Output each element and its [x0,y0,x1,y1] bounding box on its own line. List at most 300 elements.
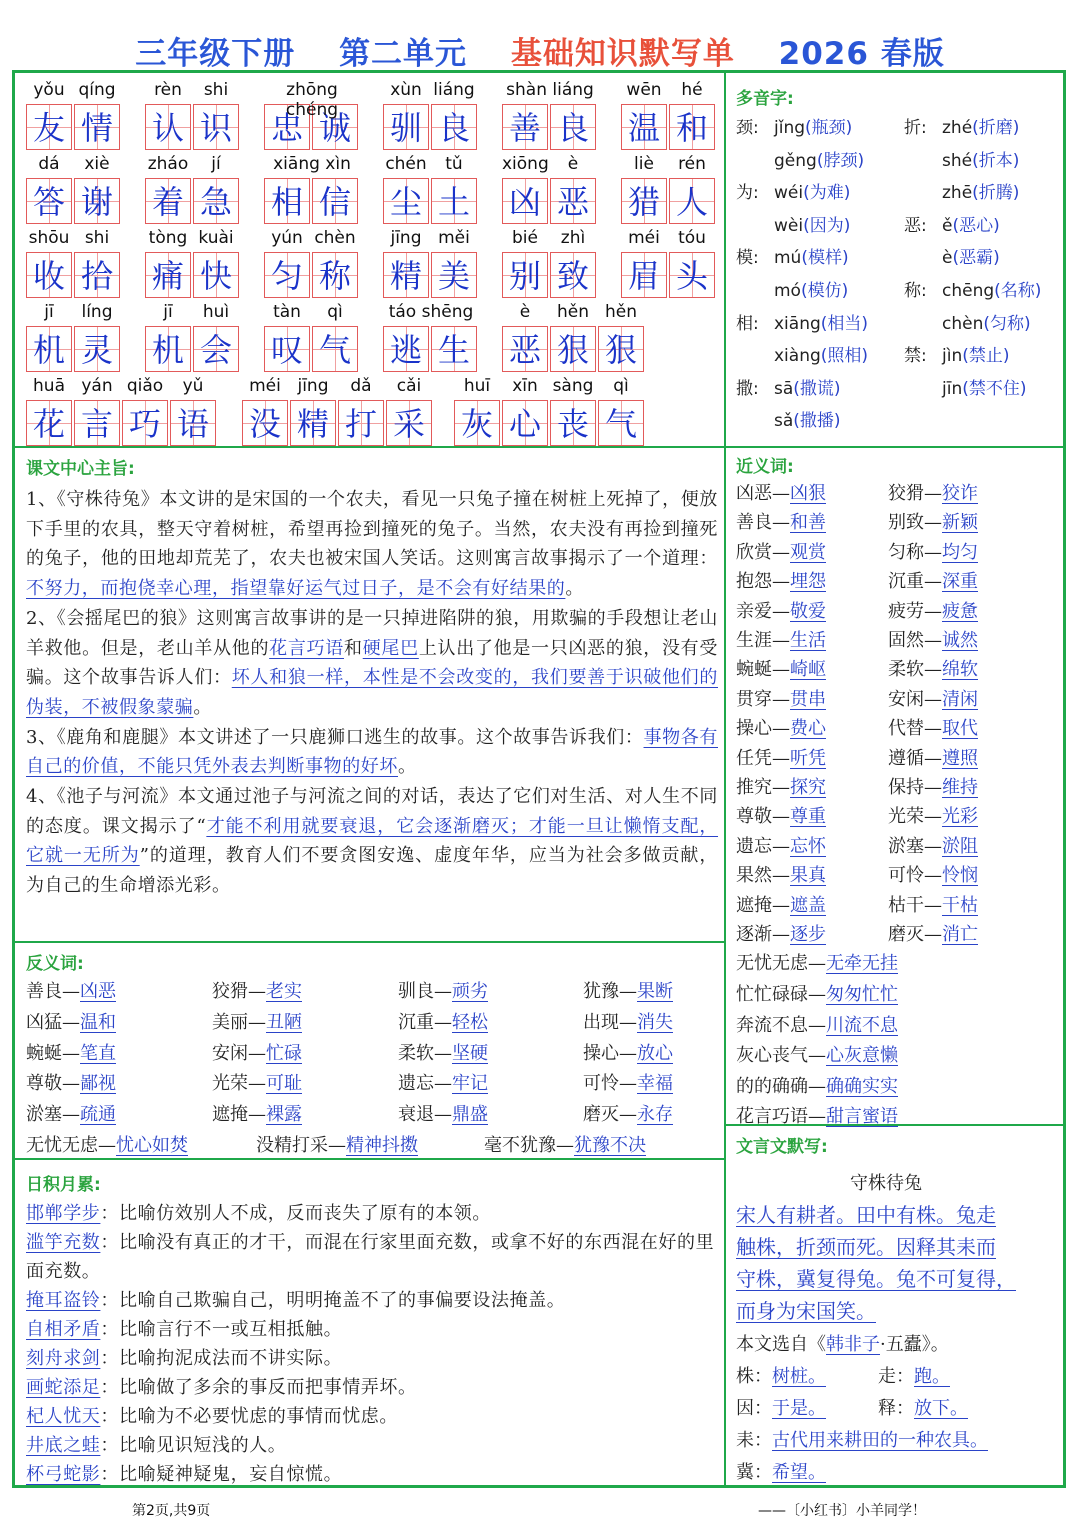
word-pinyin: huā [33,376,65,396]
synonym-answer: 生活 [790,630,826,651]
word-char-cell [26,104,72,150]
theme-section [26,454,718,940]
glossary-meaning: 于是。 [772,1398,826,1419]
word-char-cell [386,400,432,446]
classical-line-text: 触株，折颈而死。因释其耒而 [736,1235,996,1259]
synonym-answer: 均匀 [942,541,978,563]
synonym-pair [736,1102,898,1132]
synonym-pair [736,1041,898,1071]
synonym-pair [736,538,826,568]
glossary-entry [736,1393,878,1425]
glossary-entry [736,1361,878,1393]
classical-glossary [736,1361,1061,1489]
polyphonic-pinyin: chēng [942,280,995,301]
synonym-answer: 观赏 [790,541,826,563]
word-char: 气 [318,331,351,369]
antonym-word: 犹豫— [583,981,637,1002]
idiom-title: 日积月累: [26,1175,101,1195]
synonym-answer: 心灰意懒 [826,1045,898,1067]
synonym-pair [736,1011,898,1041]
word-char: 快 [199,257,232,295]
polyphonic-char: 禁: [904,346,927,367]
idiom-meaning: ：比喻言行不一或互相抵触。 [100,1319,343,1340]
polyphonic-char: 模: [736,248,759,269]
word-pinyin: líng [81,302,113,322]
word-char-cell [502,178,548,224]
theme-key-point: 事物各有自己的价值，不能只凭外表去判断事物的好坏 [26,726,718,778]
theme-paragraph [26,782,718,901]
theme-paragraph [26,723,718,782]
antonym-pair [26,1131,188,1161]
polyphonic-char: 折: [904,118,927,138]
idiom-meaning: ：比喻见识短浅的人。 [100,1435,287,1456]
word-char-cell [26,326,72,372]
glossary-term: 因： [736,1398,772,1419]
synonym-pair [888,920,978,950]
polyphonic-example: (恶霸) [952,248,1000,269]
word-char-cell [383,178,429,224]
word-pinyin: zhōng chéng [285,80,339,120]
antonym-answer: 鄙视 [80,1073,116,1095]
word-char-cell [550,252,596,298]
word-char: 友 [32,109,65,147]
word-char: 认 [151,109,184,147]
synonym-pair [736,802,826,832]
glossary-meaning: 跑。 [914,1366,950,1387]
synonym-pair [736,1072,898,1102]
synonym-answer: 无牵无挂 [826,953,898,975]
polyphonic-example: (照相) [820,346,869,367]
classical-section [736,1132,1061,1486]
idiom-word: 掩耳盗铃 [26,1290,101,1311]
word-pinyin: jí [211,154,221,174]
polyphonic-pinyin: mó [774,280,801,301]
idiom-entry [26,1460,718,1489]
antonym-answer: 老实 [266,981,302,1002]
idiom-meaning: ：比喻做了多余的事反而把事情弄坏。 [100,1377,417,1398]
synonym-word: 忙忙碌碌— [736,984,826,1005]
antonym-pair [212,1039,302,1069]
word-char-cell [598,400,644,446]
polyphonic-entry [736,210,906,243]
word-char: 猎 [627,183,660,221]
theme-text: 1、《守株待兔》本文讲的是宋国的一个农夫，看见一只兔子撞在树桩上死掉了，便放下手里的农具，整天守着树桩，希望再捡到撞死的兔子。当然，农夫没有再捡到撞死的兔子，他的田地却荒芜了，农夫也被宋国人笑话。这则寓言故事揭示了一个道理： [26,489,718,570]
classical-text [736,1199,1061,1327]
word-char-cell [122,400,168,446]
polyphonic-example: (脖颈) [816,150,865,171]
theme-key-point: 不努力，而抱侥幸心理，指望靠好运气过日子，是不会有好结果的 [26,578,566,600]
word-char-cell [193,326,239,372]
synonym-word: 蜿蜒— [736,659,790,681]
synonym-answer: 贯串 [790,688,826,710]
synonym-pair [888,891,978,921]
antonym-pair [583,1100,673,1130]
classical-source: 本文选自《韩非子·五蠹》。 [736,1334,949,1355]
antonym-pair [484,1131,646,1161]
polyphonic-example: (撒谎) [793,378,841,399]
synonym-word: 奔流不息— [736,1014,826,1036]
synonym-answer: 光彩 [942,806,978,828]
synonym-answer: 维持 [942,777,978,798]
synonym-word: 沉重— [888,571,942,593]
polyphonic-pinyin: wéi [774,183,804,204]
polyphonic-char: 称: [904,280,927,301]
polyphonic-example: (为难) [803,183,851,204]
synonym-word: 善良— [736,512,790,534]
word-char-cell [312,326,358,372]
glossary-term: 走： [878,1366,914,1387]
theme-title: 课文中心主旨: [26,459,135,479]
word-char: 机 [32,331,65,369]
synonym-word: 逐渐— [736,924,790,945]
word-char: 谢 [80,183,113,221]
synonym-pair [888,479,978,509]
word-char: 良 [437,109,470,147]
polyphonic-example: (折本) [972,150,1020,171]
word-pinyin: méi [628,228,660,248]
glossary-meaning: 希望。 [772,1462,826,1483]
polyphonic-pinyin: xiàng [774,346,821,367]
synonym-word: 柔软— [888,659,942,681]
word-pinyin: xiè [84,154,110,174]
synonym-word: 遗忘— [736,835,790,857]
word-char-cell [264,252,310,298]
synonym-word: 遮掩— [736,894,790,916]
synonym-pair [736,597,826,627]
word-char: 急 [199,183,232,221]
antonym-word: 美丽— [212,1011,266,1033]
synonym-answer: 匆匆忙忙 [826,984,898,1005]
antonym-answer: 丑陋 [266,1011,302,1033]
word-char-cell [264,178,310,224]
antonym-pair [398,977,488,1007]
idiom-body [26,1199,718,1489]
idiom-entry [26,1431,718,1460]
classical-source-book: 韩非子 [826,1334,880,1355]
word-pinyin: tóu [678,228,706,248]
synonym-word: 操心— [736,718,790,740]
idiom-entry [26,1315,718,1344]
antonym-title: 反义词: [26,954,84,974]
antonym-answer: 放心 [637,1042,673,1064]
divider-theme-bottom [14,941,725,943]
classical-title: 文言文默写: [736,1137,828,1157]
classical-line [736,1295,1061,1327]
synonym-word: 磨灭— [888,924,942,945]
word-char: 语 [176,405,209,443]
word-char-cell [74,178,120,224]
word-char: 称 [318,257,351,295]
polyphonic-entry [904,177,1064,210]
polyphonic-entry [736,112,906,145]
polyphonic-entry [904,373,1064,406]
synonym-answer: 忘怀 [790,835,826,857]
synonym-pair [736,508,826,538]
synonym-pair [888,832,978,862]
idiom-entry [26,1373,718,1402]
word-char: 头 [675,257,708,295]
word-char-cell [290,400,336,446]
word-char: 善 [508,109,541,147]
idiom-meaning: ：比喻疑神疑鬼，妄自惊慌。 [100,1464,343,1485]
synonym-answer: 确确实实 [826,1075,898,1097]
antonym-word: 柔软— [398,1042,452,1064]
polyphonic-char [904,308,942,341]
theme-text: 3、《鹿角和鹿腿》本文讲述了一只鹿狮口逃生的故事。这个故事告诉我们： [26,726,644,748]
word-pinyin: jīng [297,376,329,396]
word-char: 眉 [627,257,660,295]
antonym-pair [212,1100,302,1130]
polyphonic-right [904,112,1064,405]
polyphonic-example: (名称) [994,280,1042,301]
antonym-pair [398,1039,488,1069]
antonym-section [26,949,718,1157]
theme-key-point: 硬尾巴 [362,637,419,659]
word-char: 识 [199,109,232,147]
word-pinyin: yán [81,376,113,396]
antonym-pair [26,1008,116,1038]
synonym-answer: 淤阻 [942,835,978,857]
polyphonic-example: (相当) [820,313,869,334]
polyphonic-char [736,340,774,373]
word-char-cell [502,400,548,446]
antonym-answer: 疏通 [80,1104,116,1126]
synonym-word: 枯干— [888,894,942,916]
antonym-pair [583,1039,673,1069]
word-pinyin: tòng [148,228,188,248]
synonym-answer: 新颖 [942,512,978,534]
word-pinyin: huī [463,376,491,396]
synonym-pair [736,714,826,744]
word-pinyin: dǎ [350,376,372,396]
polyphonic-entry [736,340,906,373]
theme-paragraph [26,604,718,723]
polyphonic-entry [736,308,906,341]
antonym-word: 驯良— [398,981,452,1002]
polyphonic-example: (匀称) [983,313,1031,334]
antonym-word: 遮掩— [212,1104,266,1126]
polyphonic-char: 颈: [736,118,759,138]
synonym-answer: 诚然 [942,630,978,651]
word-pinyin: méi [249,376,281,396]
glossary-entry [878,1366,950,1387]
word-char: 别 [508,257,541,295]
polyphonic-pinyin: gěng [774,150,817,171]
antonym-answer: 可耻 [266,1073,302,1095]
word-char: 美 [437,257,470,295]
synonym-word: 可怜— [888,865,942,887]
word-pinyin: qiǎo [126,376,164,396]
word-char: 精 [389,257,422,295]
word-pinyin: liè [634,154,654,174]
classical-line [736,1263,1061,1295]
word-char-cell [338,400,384,446]
classical-line-text: 宋人有耕者。田中有株。兔走 [736,1203,996,1227]
antonym-pair [26,1069,116,1099]
word-char: 致 [556,257,589,295]
word-pinyin: hěn [604,302,637,322]
word-char: 花 [32,405,65,443]
word-pinyin: è [519,302,531,322]
polyphonic-entry [736,373,906,406]
theme-paragraph [26,485,718,604]
divider-vertical [724,72,726,1486]
idiom-meaning: ：比喻拘泥成法而不讲实际。 [100,1348,343,1369]
synonym-pair [888,685,978,715]
polyphonic-entry [904,242,1064,275]
polyphonic-pinyin: jìn [942,346,963,367]
word-pinyin: jī [163,302,173,322]
word-char-cell [26,400,72,446]
synonym-answer: 甜言蜜语 [826,1106,898,1128]
word-char: 灰 [460,405,493,443]
glossary-row [736,1457,1061,1489]
synonym-word: 推究— [736,777,790,798]
theme-text: 2、《会摇尾巴的狼》这则寓言故事讲的是一只掉进陷阱的狼，用欺骗的手段想让老山羊救他。但是，老山羊从他的 [26,607,718,659]
polyphonic-char [904,145,942,178]
word-char: 收 [32,257,65,295]
synonym-word: 淤塞— [888,835,942,857]
word-char-cell [431,252,477,298]
word-pinyin: liáng [433,80,475,100]
polyphonic-entry [904,112,1064,145]
idiom-meaning: ：比喻仿效别人不成，反而丧失了原有的本领。 [100,1203,492,1224]
word-char: 言 [80,405,113,443]
synonym-word: 固然— [888,630,942,651]
word-pinyin: bié [512,228,538,248]
word-pinyin: xiāng xìn [273,154,351,174]
antonym-answer: 精神抖擞 [346,1135,418,1156]
word-char: 机 [151,331,184,369]
polyphonic-entry [736,145,906,178]
synonym-word: 匀称— [888,541,942,563]
synonym-word: 光荣— [888,806,942,828]
polyphonic-pinyin: mú [774,248,802,269]
polyphonic-entry [904,275,1064,308]
word-char-cell [74,326,120,372]
glossary-meaning: 古代用来耕田的一种农具。 [772,1430,988,1451]
antonym-answer: 鼎盛 [452,1104,488,1126]
synonym-pair [736,626,826,656]
idiom-word: 自相矛盾 [26,1319,101,1340]
antonym-word: 凶猛— [26,1011,80,1033]
theme-text: 上认出了他是一只凶恶的狼，没有受骗。这个故事告诉人们： [26,637,718,689]
word-char-cell [621,178,667,224]
word-char-cell [193,178,239,224]
synonym-answer: 尊重 [790,806,826,828]
word-char-cell [669,252,715,298]
word-pinyin: wēn [626,80,662,100]
word-char-cell [383,252,429,298]
idiom-section [26,1170,718,1486]
polyphonic-char [736,145,774,178]
idiom-meaning: ：比喻为不必要忧虑的事情而忧虑。 [100,1406,399,1427]
idiom-word: 邯郸学步 [26,1203,101,1224]
glossary-term: 冀： [736,1462,772,1483]
classical-line-text: 守株，冀复得兔。兔不可复得， [736,1267,1016,1291]
antonym-pair [212,977,302,1007]
word-char-cell [145,326,191,372]
divider-words-bottom [14,446,1064,448]
synonym-word: 花言巧语— [736,1106,826,1128]
word-pinyin: cǎi [396,376,422,396]
polyphonic-pinyin: shé [942,150,973,171]
word-char-cell [431,104,477,150]
polyphonic-pinyin: xiāng [774,313,821,334]
word-char: 驯 [389,109,422,147]
antonym-word: 没精打采— [256,1135,346,1156]
word-char-cell [621,252,667,298]
word-char-cell [454,400,500,446]
synonym-word: 亲爱— [736,600,790,622]
synonym-pair [888,714,978,744]
word-pinyin: chén [385,154,427,174]
word-pinyin: yún [271,228,303,248]
polyphonic-char: 为: [736,183,759,204]
synonym-word: 疲劳— [888,600,942,622]
word-pinyin: kuài [198,228,234,248]
word-pinyin: shàn liáng [506,80,594,100]
antonym-word: 蜿蜒— [26,1042,80,1064]
word-char: 心 [508,405,541,443]
word-char-cell [669,104,715,150]
word-char-cell [264,326,310,372]
word-pinyin: xīn [512,376,538,396]
polyphonic-pinyin: jīn [942,378,963,399]
synonym-pair [736,744,826,774]
word-char-cell [669,178,715,224]
antonym-pair [26,977,116,1007]
word-char: 巧 [128,405,161,443]
theme-text: ”的道理，教育人们不要贪图安逸、虚度年华，应当为社会多做贡献，为自己的生命增添光彩。 [26,845,718,897]
synonym-answer: 凶狠 [790,483,826,504]
classical-line [736,1199,1061,1231]
word-char: 温 [627,109,660,147]
idiom-entry [26,1402,718,1431]
word-char: 诚 [318,109,351,147]
synonym-word: 保持— [888,777,942,798]
word-char-cell [621,104,667,150]
word-char: 良 [556,109,589,147]
glossary-term: 释： [878,1398,914,1419]
word-char: 灵 [80,331,113,369]
synonym-word: 果然— [736,865,790,887]
antonym-pair [26,1039,116,1069]
word-pinyin: táo shēng [388,302,474,322]
polyphonic-example: (折磨) [972,118,1020,138]
antonym-word: 沉重— [398,1011,452,1033]
word-char-cell [145,104,191,150]
antonym-pair [583,1008,673,1038]
word-char-cell [74,400,120,446]
synonym-answer: 听凭 [790,747,826,769]
antonym-word: 善良— [26,981,80,1002]
synonym-word: 贯穿— [736,688,790,710]
word-pinyin: qì [613,376,629,396]
word-pinyin: hé [681,80,703,100]
word-char: 拾 [80,257,113,295]
antonym-answer: 凶恶 [80,981,116,1002]
synonym-word: 代替— [888,718,942,740]
word-char: 忠 [270,109,303,147]
polyphonic-example: (模仿) [800,280,849,301]
synonym-pair [736,861,826,891]
polyphonic-char [904,242,942,275]
polyphonic-example: (因为) [803,215,851,236]
antonym-answer: 轻松 [452,1011,488,1033]
theme-text: 。 [398,756,417,778]
polyphonic-entry [904,308,1064,341]
